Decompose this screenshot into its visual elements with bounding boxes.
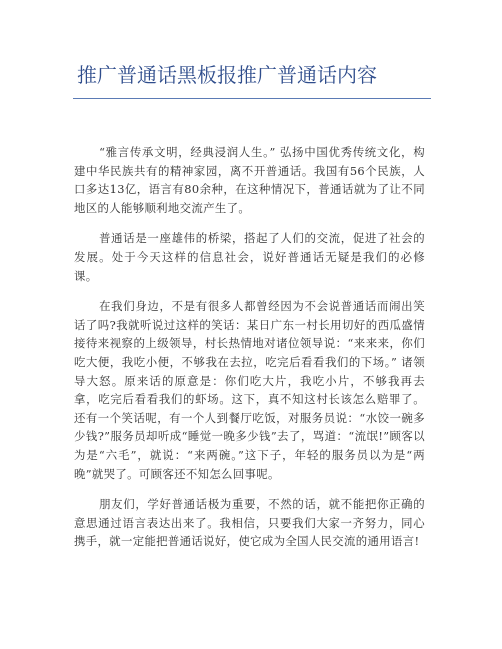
paragraph-jokes: 在我们身边，不是有很多人都曾经因为不会说普通话而闹出笑话了吗?我就听说过这样的笑话：某日广东一村长用切好的西瓜盛情接待来视察的上级领导，村长热情地对诸位领导说：“来来来，你们吃大便，我吃小便，不够我在去拉，吃完后看看我们的下场。” 诸领导大怒。原来话的原意是：你们吃大片，我吃小片，不够我再去拿，吃完后看看我们的虾场。这下，真不知这村长该怎么赔罪了。还有一个笑话呢，有一个人到餐厅吃饭，对服务员说：“水饺一碗多少钱?”服务员却听成“睡觉一晚多少钱”去了，骂道：“流氓!”顾客以为是“六毛”，就说：“来两碗。”这下子，年轻的服务员以为是“两晚”就哭了。可顾客还不知怎么回事呢。 (74, 299, 425, 481)
paragraph-bridge: 普通话是一座雄伟的桥梁，搭起了人们的交流，促进了社会的发展。处于今天这样的信息社会，说好普通话无疑是我们的必修课。 (74, 231, 425, 283)
paragraph-conclusion: 朋友们，学好普通话极为重要，不然的话，就不能把你正确的意思通过语言表达出来了。我相信，只要我们大家一齐努力，同心携手，就一定能把普通话说好，使它成为全国人民交流的通用语言! (74, 497, 425, 549)
document-title: 推广普通话黑板报推广普通话内容 (77, 63, 377, 87)
title-underline (73, 98, 431, 99)
document-body (74, 143, 425, 563)
paragraph-intro: “雅言传承文明，经典浸润人生。” 弘扬中国优秀传统文化，构建中华民族共有的精神家园，离不开普通话。我国有56个民族，人口多达13亿，语言有80余种，在这种情况下，普通话就为了让不同地区的人能够顺利地交流产生了。 (74, 145, 425, 215)
